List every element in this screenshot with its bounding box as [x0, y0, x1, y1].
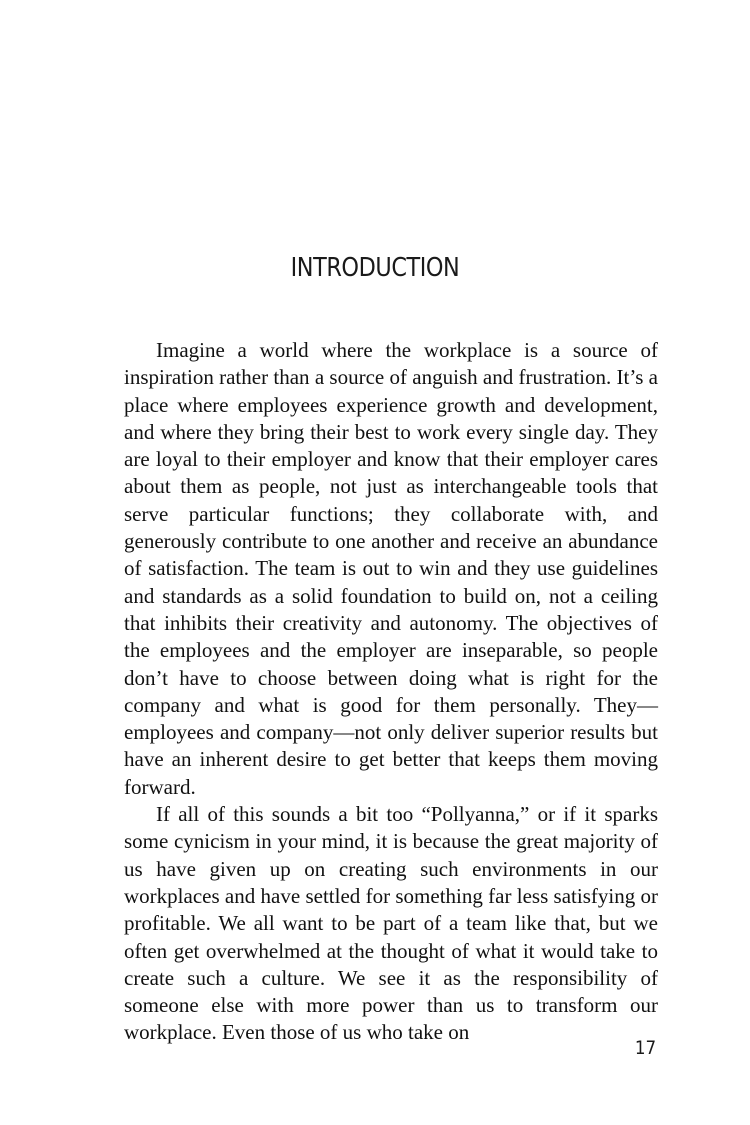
- paragraph-2: If all of this sounds a bit too “Pollyanna,” or if it sparks some cynicism in your mind, it is because the great majority of us have given up on creating such environments in our workplaces and have settled for something far less satisfying or profitable. We all want to be part of a team like that, but we often get overwhelmed at the thought of what it would take to create such a culture. We see it as the responsibility of someone else with more power than us to transform our workplace. Even those of us who take on: [124, 802, 658, 1045]
- chapter-title: INTRODUCTION: [290, 253, 460, 283]
- page-number: 17: [634, 1037, 656, 1059]
- paragraph-1: Imagine a world where the workplace is a source of inspiration rather than a source of anguish and frustration. It’s a place where employees experience growth and development, and where they bring their best to work every single day. They are loyal to their employer and know that their employer cares about them as people, not just as interchangeable tools that serve particular functions; they collaborate with, and generously contribute to one another and receive an abundance of satisfaction. The team is out to win and they use guidelines and standards as a solid foundation to build on, not a ceiling that inhibits their creativity and autonomy. The objectives of the employees and the employer are inseparable, so people don’t have to choose between doing what is right for the company and what is good for them personally. They—employees and company—not only deliver superior results but have an inherent desire to get better that keeps them moving forward.: [124, 338, 658, 799]
- body-text: [124, 337, 658, 1047]
